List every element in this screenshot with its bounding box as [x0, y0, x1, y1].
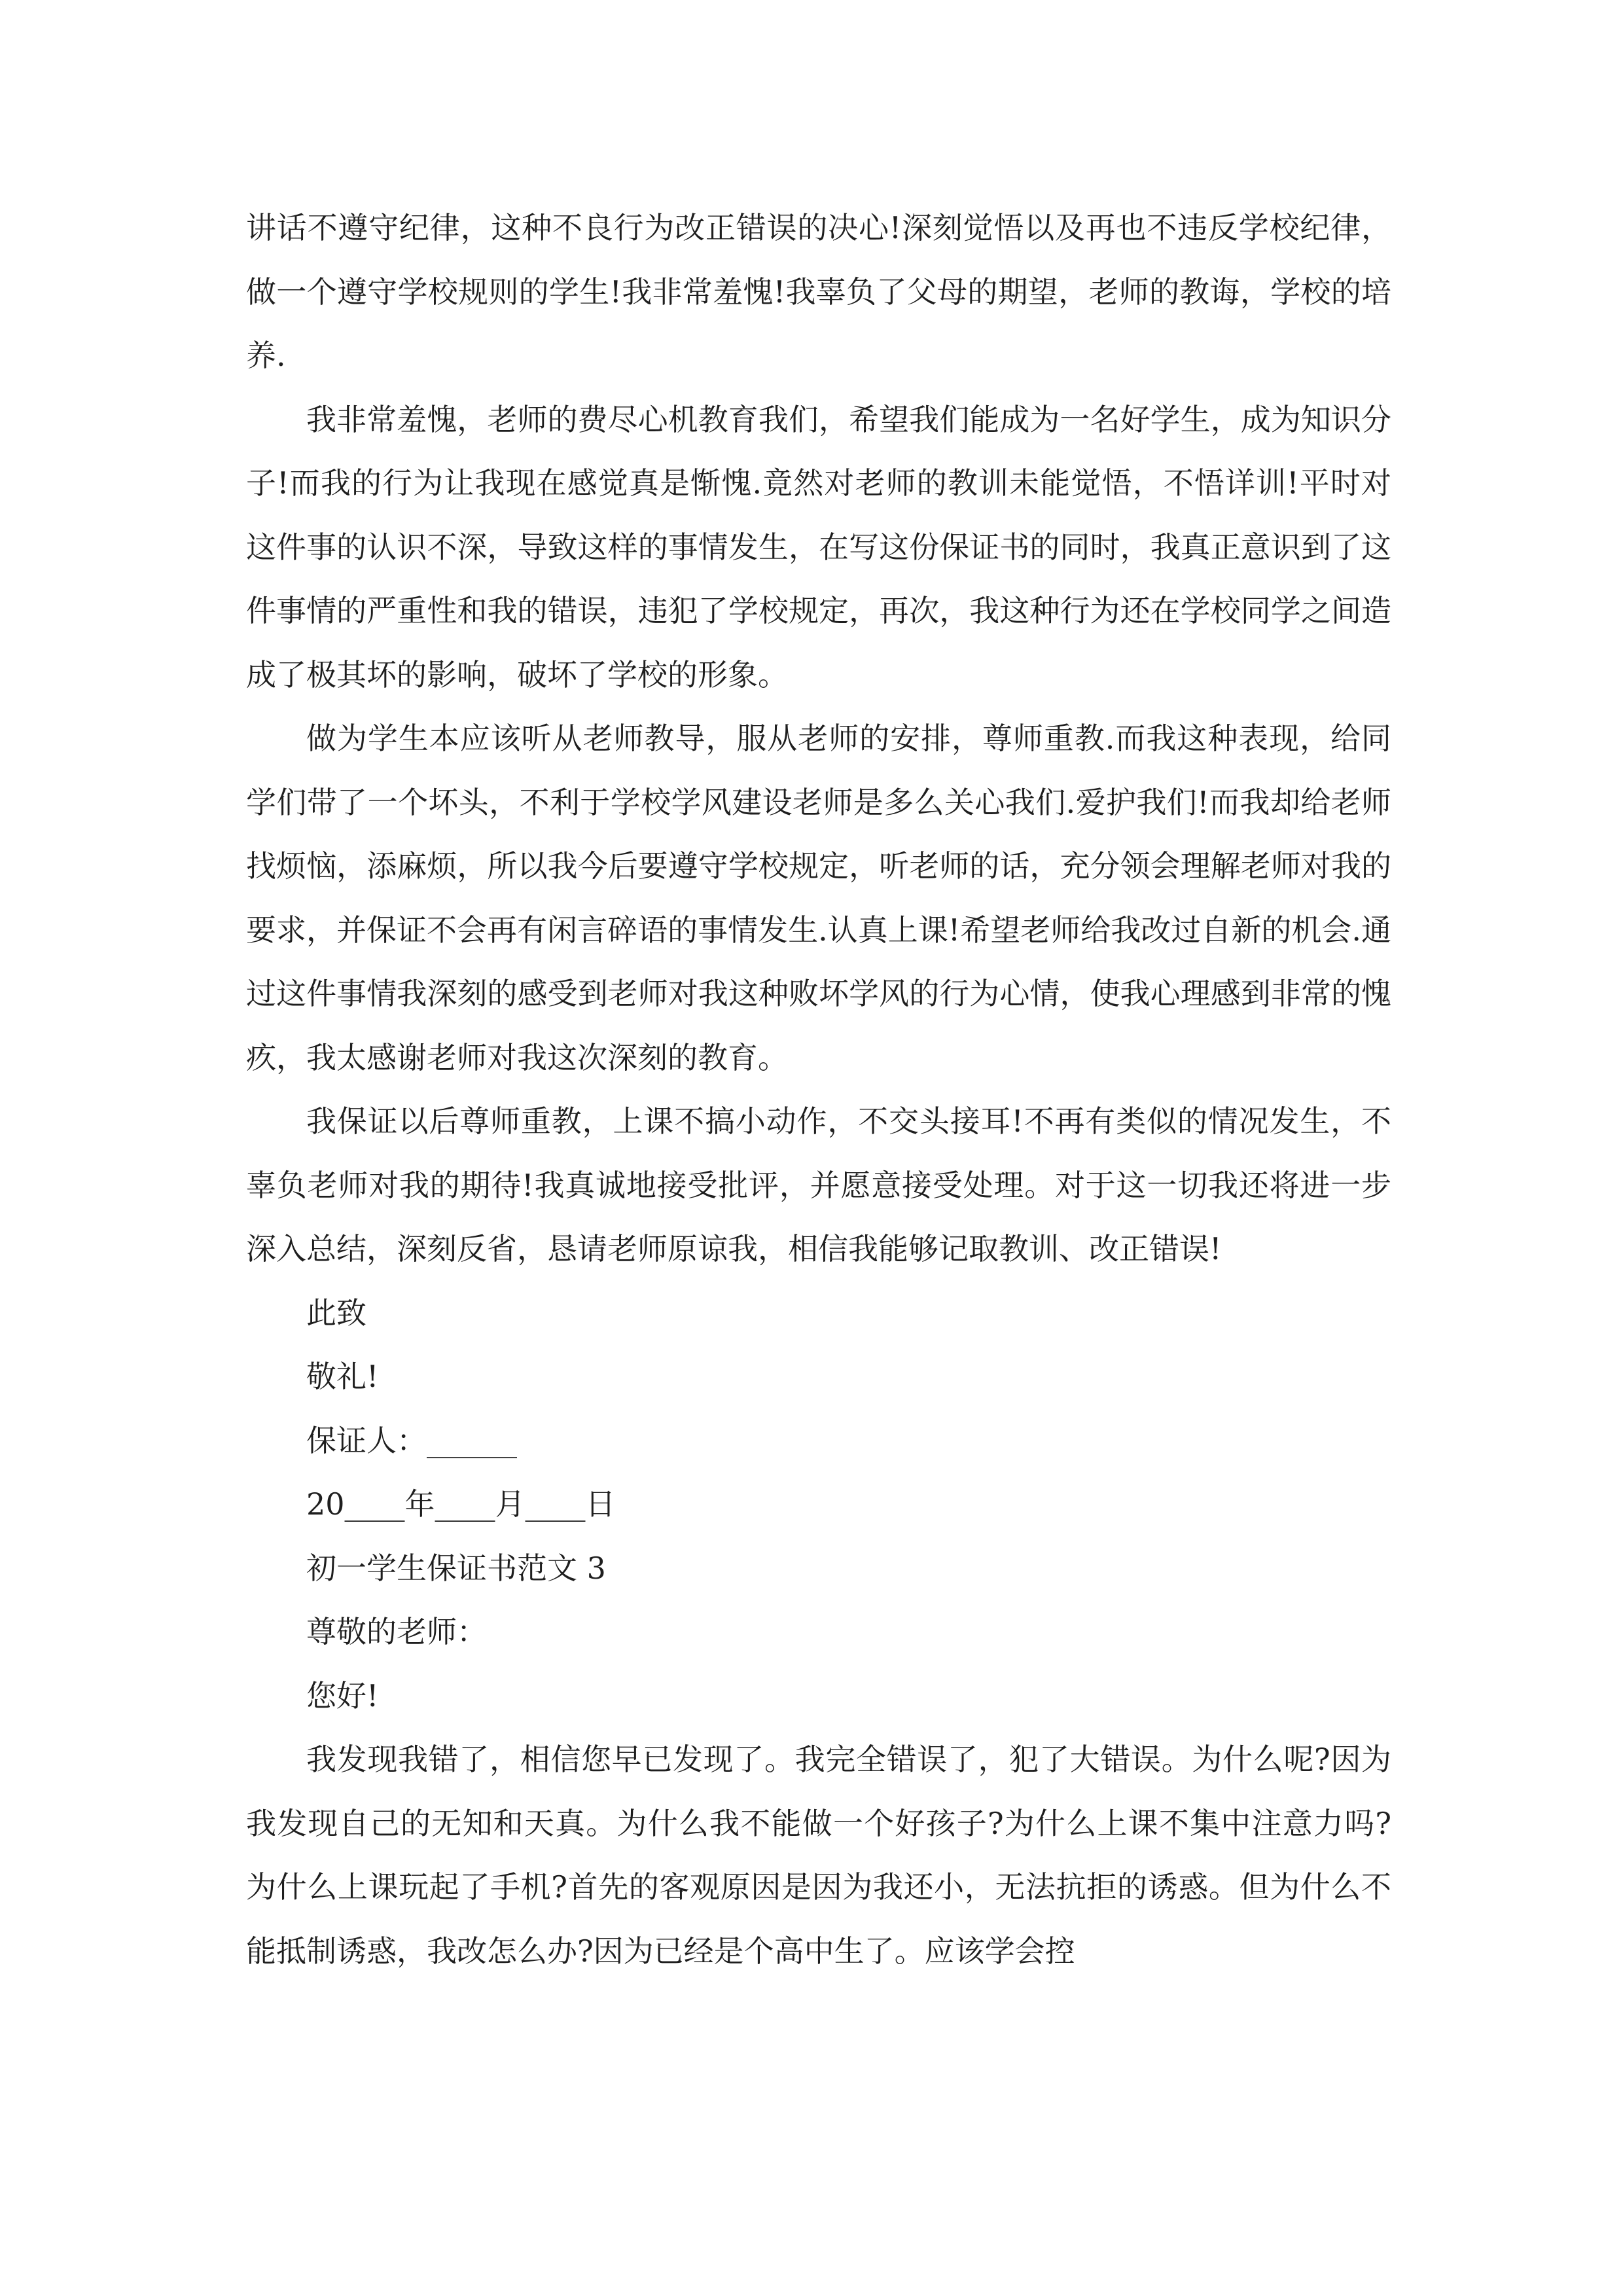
paragraph-promise: 我保证以后尊师重教，上课不搞小动作，不交头接耳!不再有类似的情况发生，不辜负老师对我的期待!我真诚地接受批评，并愿意接受处理。对于这一切我还将进一步深入总结，深刻反省，恳请老师原谅我，相信我能够记取教训、改正错误!: [246, 1103, 1391, 1266]
greeting-hello: 您好!: [306, 1677, 379, 1713]
greeting-addressee: 尊敬的老师：: [306, 1614, 487, 1649]
paragraph-continued: 讲话不遵守纪律，这种不良行为改正错误的决心!深刻觉悟以及再也不违反学校纪律，做一个遵守学校规则的学生!我非常羞愧!我辜负了父母的期望，老师的教诲，学校的培养.: [246, 210, 1391, 373]
date-line: 20____年____月____日: [306, 1486, 616, 1522]
closing-salutation: 此致: [306, 1295, 366, 1331]
section-title: 初一学生保证书范文 3: [306, 1550, 606, 1586]
paragraph-confession: 我发现我错了，相信您早已发现了。我完全错误了，犯了大错误。为什么呢?因为我发现自己的无知和天真。为什么我不能做一个好孩子?为什么上课不集中注意力吗?为什么上课玩起了手机?首先的客观原因是因为我还小，无法抗拒的诱惑。但为什么不能抵制诱惑，我改怎么办?因为已经是个高中生了。应该学会控: [246, 1742, 1391, 1969]
paragraph-duty: 做为学生本应该听从老师教导，服从老师的安排，尊师重教.而我这种表现，给同学们带了一个坏头，不利于学校学风建设老师是多么关心我们.爱护我们!而我却给老师找烦恼，添麻烦，所以我今后要遵守学校规定，听老师的话，充分领会理解老师对我的要求，并保证不会再有闲言碎语的事情发生.认真上课!希望老师给我改过自新的机会.通过这件事情我深刻的感受到老师对我这种败坏学风的行为心情，使我心理感到非常的愧疚，我太感谢老师对我这次深刻的教育。: [246, 721, 1391, 1075]
signer-line: 保证人：______: [306, 1422, 517, 1458]
document-body: [246, 196, 1391, 1983]
paragraph-shame: 我非常羞愧，老师的费尽心机教育我们，希望我们能成为一名好学生，成为知识分子!而我的行为让我现在感觉真是惭愧.竟然对老师的教训未能觉悟，不悟详训!平时对这件事的认识不深，导致这样的事情发生，在写这份保证书的同时，我真正意识到了这件事情的严重性和我的错误，违犯了学校规定，再次，我这种行为还在学校同学之间造成了极其坏的影响，破坏了学校的形象。: [246, 401, 1391, 692]
closing-regards: 敬礼!: [306, 1359, 379, 1394]
